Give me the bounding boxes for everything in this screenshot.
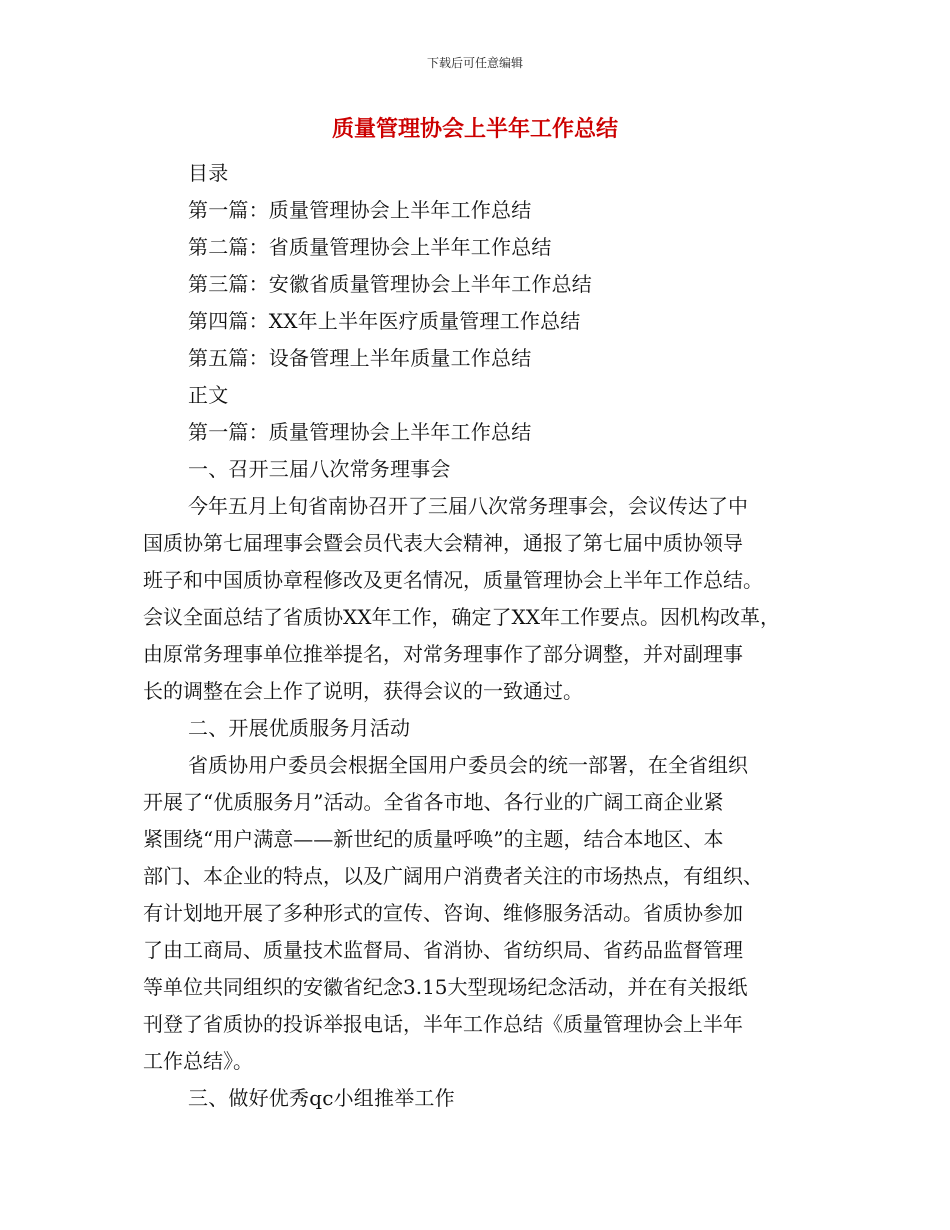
document-body [143,155,833,1117]
body-heading: 正文 [188,383,229,407]
toc-item: 第二篇：省质量管理协会上半年工作总结 [188,235,552,259]
section-2-paragraph [143,747,833,1080]
paragraph-line: 工作总结》。 [143,1049,253,1073]
header-note: 下载后可任意编辑 [426,56,523,70]
paragraph-line: 班子和中国质协章程修改及更名情况，质量管理协会上半年工作总结。 [143,568,763,592]
paragraph-line: 刊登了省质协的投诉举报电话，半年工作总结《质量管理协会上半年 [143,1012,743,1036]
toc-item: 第五篇：设备管理上半年质量工作总结 [188,346,532,370]
paragraph-line: 了由工商局、质量技术监督局、省消协、省纺织局、省药品监督管理 [143,938,743,962]
paragraph-line: 省质协用户委员会根据全国用户委员会的统一部署，在全省组织 [188,753,748,777]
paragraph-line: 长的调整在会上作了说明，获得会议的一致通过。 [143,679,583,703]
paragraph-line: 国质协第七届理事会暨会员代表大会精神，通报了第七届中质协领导 [143,531,743,555]
paragraph-line: 等单位共同组织的安徽省纪念3.15大型现场纪念活动，并在有关报纸 [143,975,748,999]
section-heading-2: 二、开展优质服务月活动 [188,716,411,740]
section-1-paragraph [143,488,833,710]
paragraph-line: 开展了“优质服务月”活动。全省各市地、各行业的广阔工商企业紧 [143,790,724,814]
toc-item: 第四篇：XX年上半年医疗质量管理工作总结 [188,309,581,333]
paragraph-line: 今年五月上旬省南协召开了三届八次常务理事会，会议传达了中 [188,494,748,518]
paragraph-line: 紧围绕“用户满意——新世纪的质量呼唤”的主题，结合本地区、本 [143,827,724,851]
paragraph-line: 由原常务理事单位推举提名，对常务理事作了部分调整，并对副理事 [143,642,743,666]
section-heading-1: 一、召开三届八次常务理事会 [188,457,451,481]
paragraph-line: 部门、本企业的特点，以及广阔用户消费者关注的市场热点，有组织、 [143,864,763,888]
paragraph-line: 有计划地开展了多种形式的宣传、咨询、维修服务活动。省质协参加 [143,901,743,925]
toc-item: 第一篇：质量管理协会上半年工作总结 [188,198,532,222]
article-title: 第一篇：质量管理协会上半年工作总结 [188,420,532,444]
section-heading-3: 三、做好优秀qc小组推举工作 [188,1086,455,1110]
paragraph-line: 会议全面总结了省质协XX年工作，确定了XX年工作要点。因机构改革， [143,605,780,629]
toc-heading: 目录 [188,161,229,185]
document-title: 质量管理协会上半年工作总结 [331,117,618,142]
toc-item: 第三篇：安徽省质量管理协会上半年工作总结 [188,272,592,296]
